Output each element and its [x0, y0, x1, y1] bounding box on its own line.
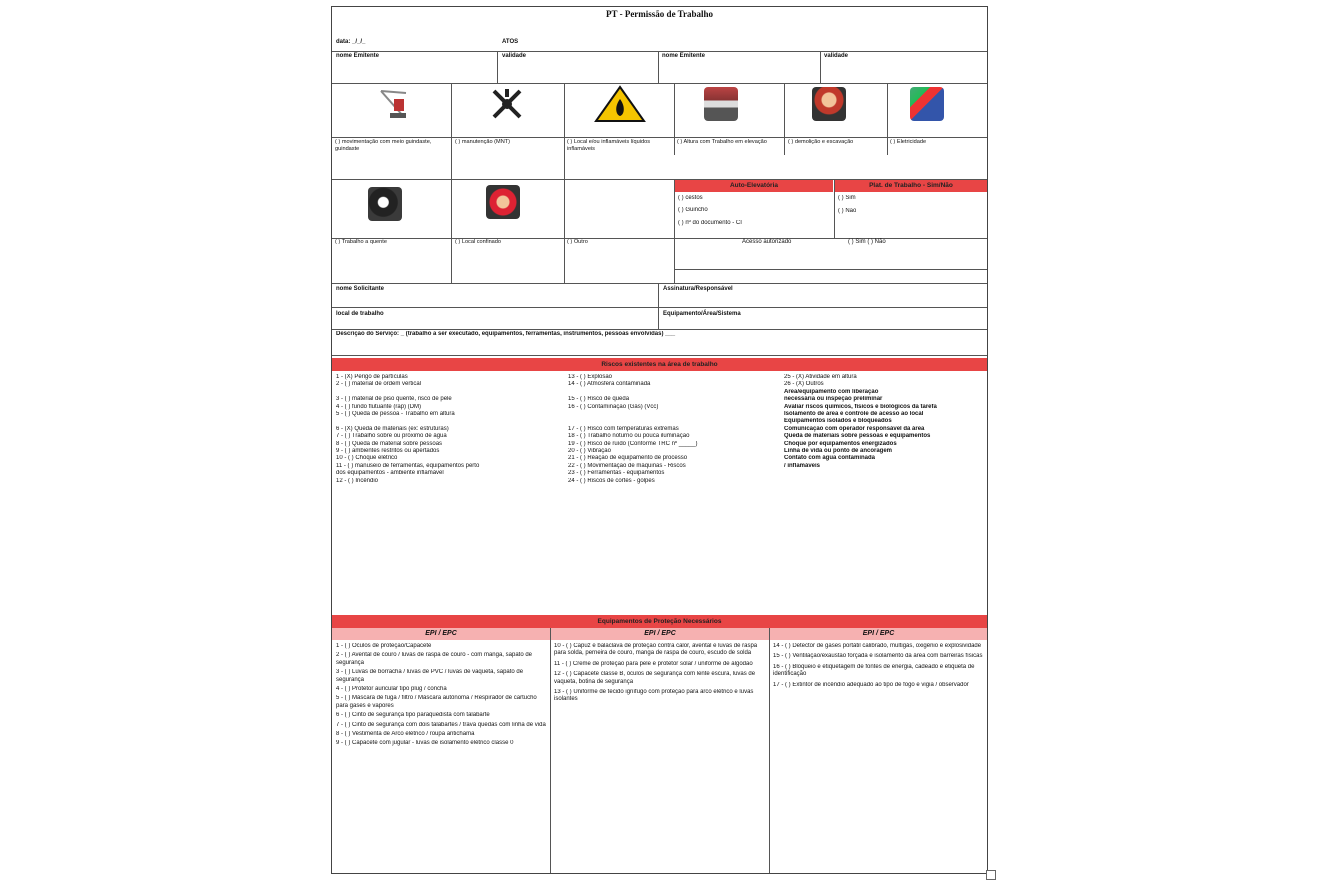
risk-type-label[interactable]: ( ) Trabalho a quente	[335, 239, 387, 245]
risk-item	[336, 389, 562, 396]
risk-item[interactable]: 14 - ( ) Atmosfera contaminada	[568, 381, 651, 388]
risk-item[interactable]: 6 - (X) Queda de materiais (ex: estruturas)	[336, 425, 449, 432]
risk-item[interactable]: 1 - (X) Perigo de partículas	[336, 374, 408, 380]
side-panel-right-header: Plat. de Trabalho - Sim/Não	[835, 180, 987, 192]
electric-icon	[910, 87, 944, 121]
risk-note: Comunicação com operador responsável da área	[784, 425, 925, 432]
welding-icon	[486, 185, 520, 219]
risk-item[interactable]: 12 - ( ) Incêndio	[336, 477, 379, 484]
equipment-subheader: EPI / EPC	[332, 628, 550, 640]
side-panel-item[interactable]: ( ) nº do documento - CI	[678, 219, 742, 226]
worker-icon	[812, 87, 846, 121]
risk-note: Área/equipamento com liberação	[784, 388, 879, 395]
risk-item[interactable]: 20 - ( ) Vibração	[568, 448, 611, 455]
risk-item[interactable]: 9 - ( ) ambientes restritos ou apertados	[336, 448, 440, 455]
risk-note: / inflamáveis	[784, 462, 821, 469]
risk-item[interactable]: 21 - ( ) Reação de equipamento de processo	[568, 455, 688, 462]
risk-note: Isolamento de área e controle de acesso ao local	[784, 411, 924, 418]
equipment-header: Equipamentos de Proteção Necessários	[332, 615, 987, 628]
risk-item	[336, 418, 562, 425]
equipment-item[interactable]: 4 - ( ) Protetor auricular tipo plug / concha	[336, 686, 447, 693]
equipment-item[interactable]: 1 - ( ) Óculos de proteção/Capacete	[336, 643, 432, 649]
equipment-item[interactable]: 3 - ( ) Luvas de borracha / luvas de PVC / luvas de vaqueta, sapato de segurança	[336, 669, 524, 683]
risk-note: Queda de materiais sobre pessoas e equipamentos	[784, 433, 931, 440]
tools-icon	[490, 87, 524, 121]
equipment-item[interactable]: 12 - ( ) Capacete classe B, óculos de segurança com lente escura, luvas de vaqueta, botina de segurança	[554, 671, 756, 685]
emitente-cell-1[interactable]: nome Emitente	[336, 53, 380, 59]
access-options[interactable]: ( ) Sim ( ) Não	[848, 239, 886, 245]
risk-item[interactable]: 17 - ( ) Risco com temperaturas extremas	[568, 425, 679, 432]
risks-header: Riscos existentes na área de trabalho	[332, 358, 987, 371]
equipment-item[interactable]: 11 - ( ) Creme de proteção para pele e protetor solar / uniforme de algodão	[554, 660, 753, 667]
side-panel-item[interactable]: ( ) Sim	[838, 195, 856, 201]
equipment-item[interactable]: 10 - ( ) Capuz e balaclava de proteção contra calor, avental e luvas de raspa para solda, perneira de couro, manga de raspa de couro, escudo de solda	[554, 643, 758, 657]
document-page	[331, 6, 988, 874]
risk-item	[568, 418, 778, 425]
risk-item[interactable]: 10 - ( ) Choque elétrico	[336, 455, 398, 462]
equipment-column-3	[773, 643, 983, 689]
equipment-item[interactable]: 15 - ( ) Ventilação/exaustão forçada e isolamento da área com barreiras físicas	[773, 653, 983, 660]
emitente-cell-2[interactable]: nome Emitente	[662, 53, 706, 59]
equipment-item[interactable]: 14 - ( ) Detector de gases portátil calibrado, multigás, oxigênio e explosividade	[773, 643, 982, 649]
equipment-item[interactable]: 5 - ( ) Máscara de fuga / filtro / Máscara autônoma / Respirador de cartucho para gases e vapores	[336, 695, 537, 709]
equipment-item[interactable]: 8 - ( ) Vestimenta de Arco elétrico / roupa antichama	[336, 731, 475, 738]
risks-column-3	[784, 374, 984, 470]
equipment-field[interactable]: Equipamento/Área/Sistema	[663, 311, 741, 317]
equipment-item[interactable]: 2 - ( ) Avental de couro / luvas de raspa de couro - com manga, sapato de segurança	[336, 652, 532, 666]
equipment-item[interactable]: 13 - ( ) Uniforme de tecido ignífugo com proteção para arco elétrico e luvas isolantes	[554, 689, 754, 703]
confined-space-icon	[704, 87, 738, 121]
risk-item[interactable]: 2 - ( ) material de ordem vertical	[336, 381, 422, 388]
risks-column-2	[568, 374, 778, 485]
risk-type-label[interactable]: ( ) Local e/ou inflamáveis líquidos inflamáveis	[567, 139, 651, 152]
risk-type-label[interactable]: ( ) Local confinado	[455, 239, 502, 245]
signature-field[interactable]: Assinatura/Responsável	[663, 286, 733, 292]
risk-note: Linha de vida ou ponto de ancoragem	[784, 448, 893, 455]
equipment-item[interactable]: 16 - ( ) Bloqueio e etiquetagem de fontes de energia, cadeado e etiqueta de identificação	[773, 663, 975, 678]
side-panel-item[interactable]: ( ) Guincho	[678, 207, 708, 214]
service-description-field[interactable]: Descrição do Serviço: _ (trabalho a ser executado, equipamentos, ferramentas, instrumentos, pessoas envolvidas) ___	[336, 331, 676, 337]
risk-item[interactable]: 26 - (X) Outros	[784, 381, 824, 388]
equipment-item[interactable]: 7 - ( ) Cinto de segurança com dois talabartes / trava quedas com linha de vida	[336, 721, 546, 728]
fire-warning-icon	[594, 85, 646, 123]
risk-item[interactable]: 18 - ( ) Trabalho noturno ou pouca iluminação	[568, 433, 690, 440]
side-panel-item[interactable]: ( ) Não	[838, 208, 857, 215]
risk-type-label[interactable]: ( ) Eletricidade	[890, 139, 927, 145]
requester-field[interactable]: nome Solicitante	[336, 286, 385, 292]
resize-handle[interactable]	[986, 870, 996, 880]
equipment-column-1	[336, 643, 546, 748]
risk-item[interactable]: 25 - (X) Atividade em altura	[784, 374, 857, 380]
risk-item[interactable]: 8 - ( ) Queda de material sobre pessoas	[336, 440, 443, 447]
risk-item[interactable]: 4 - ( ) fundo flutuante (rap) (DM)	[336, 403, 422, 410]
risk-item[interactable]: 23 - ( ) Ferramentas - equipamentos	[568, 470, 665, 477]
code-field[interactable]: ATOS	[502, 39, 519, 45]
equipment-item[interactable]: 9 - ( ) Capacete com jugular - luvas de isolamento elétrico classe 0	[336, 740, 514, 747]
risk-item[interactable]: 5 - ( ) Queda de pessoa - Trabalho em altura	[336, 411, 455, 418]
risk-type-label[interactable]: ( ) manutenção (MNT)	[455, 139, 511, 145]
risks-column-1	[336, 374, 562, 485]
equipment-column-2	[554, 643, 765, 704]
risk-note: Choque por equipamentos energizados	[784, 440, 897, 447]
risk-note: Contato com água contaminada	[784, 455, 876, 462]
side-panel-item[interactable]: ( ) cestos	[678, 195, 703, 201]
risk-type-label[interactable]: ( ) movimentação com meio guindaste, guindaste	[335, 139, 432, 152]
equipment-item[interactable]: 17 - ( ) Extintor de incêndio adequado ao tipo de fogo e vigia / observador	[773, 681, 969, 688]
risk-type-label[interactable]: ( ) Altura com Trabalho em elevação	[677, 139, 767, 145]
equipment-subheader: EPI / EPC	[770, 628, 987, 640]
risk-item[interactable]: 3 - ( ) material de piso quente, risco de pele	[336, 396, 452, 403]
risk-item[interactable]: 24 - ( ) Riscos de cortes - golpes	[568, 477, 655, 484]
risk-item[interactable]: 7 - ( ) Trabalho sobre ou próximo de água	[336, 433, 447, 440]
risk-type-label[interactable]: ( ) Outro	[567, 239, 588, 245]
risk-note: Equipamentos isolados e bloqueados	[784, 418, 892, 425]
risk-item[interactable]: 16 - ( ) Contaminação (Gás) (Vcc)	[568, 403, 659, 410]
access-label: Acesso autorizado	[742, 239, 792, 245]
crane-icon	[376, 87, 410, 121]
risk-item: dos equipamentos - ambiente inflamável	[336, 470, 444, 477]
equipment-subheader: EPI / EPC	[551, 628, 769, 640]
validade-cell-2[interactable]: validade	[824, 53, 849, 59]
side-panel-left-header: Auto-Elevatória	[675, 180, 833, 192]
date-field[interactable]: data: _/_/_	[336, 39, 366, 45]
location-field[interactable]: local de trabalho	[336, 311, 384, 317]
risk-type-label[interactable]: ( ) demolição e escavação	[788, 139, 854, 145]
risk-item	[568, 411, 778, 418]
risk-item[interactable]: 19 - ( ) Risco de ruído (Conforme TRC nº _____)	[568, 440, 698, 447]
risk-item	[568, 389, 778, 396]
risk-item[interactable]: 11 - ( ) manuseio de ferramentas, equipamentos perto	[336, 462, 480, 469]
document-title: PT - Permissão de Trabalho	[605, 9, 713, 19]
risk-item[interactable]: 22 - ( ) Movimentação de máquinas - Riscos	[568, 462, 686, 469]
risk-item[interactable]: 13 - ( ) Explosão	[568, 374, 613, 380]
validade-cell-1[interactable]: validade	[502, 53, 527, 59]
risk-note: Avaliar riscos químicos, físicos e biológicos da tarefa	[784, 403, 937, 410]
equipment-item[interactable]: 6 - ( ) Cinto de segurança tipo paraquedista com talabarte	[336, 712, 490, 719]
risk-item[interactable]: 15 - ( ) Risco de queda	[568, 396, 630, 403]
risk-note: necessária ou inspeção preliminar	[784, 396, 883, 403]
hot-work-icon	[368, 187, 402, 221]
